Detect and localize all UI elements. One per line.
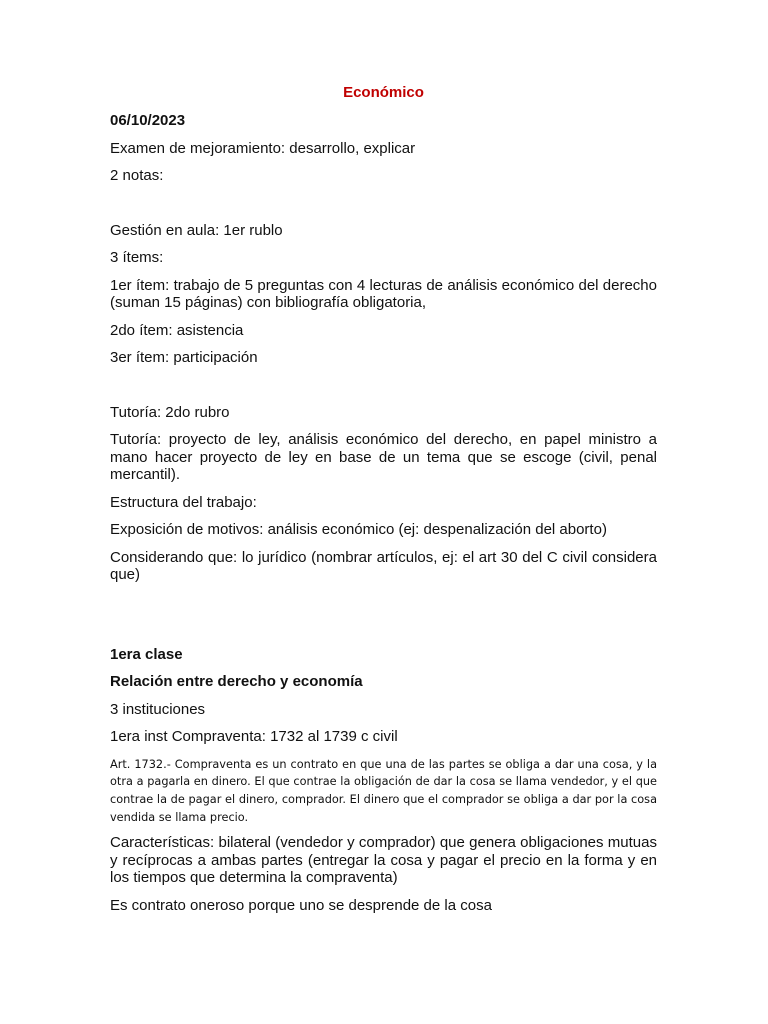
considering-line: Considerando que: lo jurídico (nombrar artículos, ej: el art 30 del C civil considera que) [110,548,657,583]
grades-line: 2 notas: [110,167,164,184]
class-heading: 1era clase [110,645,183,663]
document-title: Económico [343,84,424,101]
onerous-line: Es contrato oneroso porque uno se desprende de la cosa [110,896,492,914]
section1-heading: Gestión en aula: 1er rublo [110,221,283,239]
article-quote: Art. 1732.- Compraventa es un contrato en que una de las partes se obliga a dar una cosa, y la otra a pagarla en dinero. El que contrae la obligación de dar la cosa se llama vendedor, y el que contrae la de pagar el dinero, comprador. El dinero que el comprador se obliga a dar por la cosa vendida se llama precio. [110,757,657,824]
exam-line: Examen de mejoramiento: desarrollo, explicar [110,139,416,157]
institution-1: 1era inst Compraventa: 1732 al 1739 c civil [110,728,398,745]
section1-items-count: 3 ítems: [110,249,164,266]
document-date: 06/10/2023 [110,112,186,129]
document-page [110,84,657,924]
item-2: 2do ítem: asistencia [110,321,244,339]
motives-line: Exposición de motivos: análisis económico (ej: despenalización del aborto) [110,521,607,538]
item-1: 1er ítem: trabajo de 5 preguntas con 4 lecturas de análisis económico del derecho (suman 15 páginas) con bibliografía obligatoria, [110,276,657,311]
item-3: 3er ítem: participación [110,349,258,366]
characteristics-line: Características: bilateral (vendedor y comprador) que genera obligaciones mutuas y recíprocas a ambas partes (entregar la cosa y pagar el precio en la forma y en los tiempos que determina la compraventa) [110,834,657,887]
tutoria-description: Tutoría: proyecto de ley, análisis económico del derecho, en papel ministro a mano hacer proyecto de ley en base de un tema que se escoge (civil, penal mercantil). [110,431,657,483]
section2-heading: Tutoría: 2do rubro [110,403,230,421]
class-topic: Relación entre derecho y economía [110,673,363,690]
institutions-line: 3 instituciones [110,700,206,718]
spacer [110,594,657,646]
spacer [110,377,657,404]
spacer [110,195,657,222]
structure-line: Estructura del trabajo: [110,493,257,511]
